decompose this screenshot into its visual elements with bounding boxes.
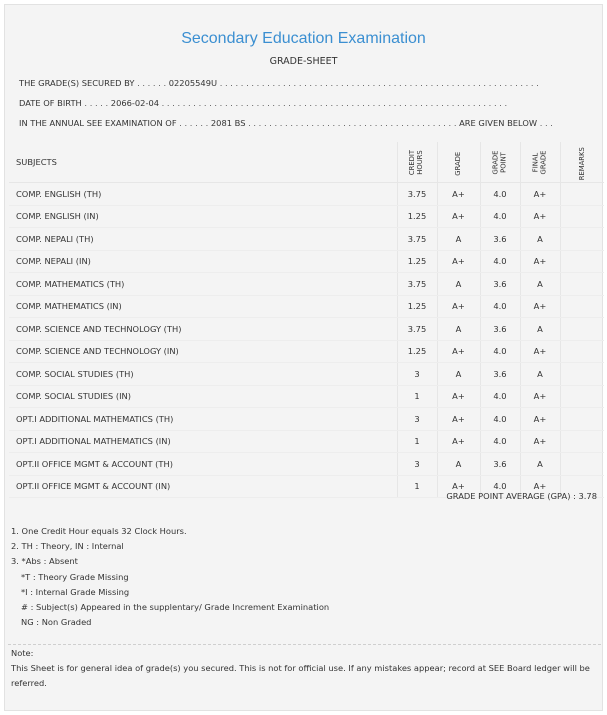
final-grade-cell: A+: [520, 340, 560, 363]
remarks-cell: [560, 228, 604, 251]
given-below-label: ARE GIVEN BELOW: [459, 118, 538, 128]
remarks-cell: [560, 273, 604, 296]
remarks-cell: [560, 205, 604, 228]
grade-point-cell: 4.0: [480, 385, 520, 408]
final-grade-cell: A: [520, 273, 560, 296]
credit-hours-cell: 1: [397, 475, 437, 498]
remarks-cell: [560, 453, 604, 476]
grade-point-cell: 4.0: [480, 475, 520, 498]
page-title: Secondary Education Examination: [181, 30, 426, 47]
remarks-cell: [560, 318, 604, 341]
subject-cell: COMP. SOCIAL STUDIES (IN): [9, 385, 397, 408]
note-item: *I : Internal Grade Missing: [21, 586, 130, 597]
table-row: [9, 385, 604, 408]
grade-cell: A+: [437, 340, 480, 363]
header-final-grade: FINAL GRADE: [520, 142, 560, 183]
remarks-cell: [560, 183, 604, 206]
note-item: 2. TH : Theory, IN : Internal: [11, 541, 124, 552]
divider: [8, 644, 601, 645]
table-row: [9, 453, 604, 476]
final-grade-cell: A+: [520, 475, 560, 498]
subject-cell: COMP. MATHEMATICS (TH): [9, 273, 397, 296]
subject-cell: COMP. SCIENCE AND TECHNOLOGY (IN): [9, 340, 397, 363]
subject-cell: COMP. SOCIAL STUDIES (TH): [9, 363, 397, 386]
remarks-cell: [560, 295, 604, 318]
subject-cell: COMP. NEPALI (TH): [9, 228, 397, 251]
note-item: NG : Non Graded: [21, 617, 92, 628]
credit-hours-cell: 1.25: [397, 250, 437, 273]
symbol-number: 02205549U: [168, 78, 218, 88]
final-grade-cell: A+: [520, 183, 560, 206]
exam-year: 2081 BS: [210, 118, 246, 128]
dob-line: DATE OF BIRTH . . . . . 2066-02-04 . . . . . . . . . . . . . . . . . . . . . . . . . . . . . . . . . . . . . . . . . . . . . . . . . . . . . . . . . . . . . . . . . .: [19, 98, 508, 108]
credit-hours-cell: 3: [397, 363, 437, 386]
note-item: 1. One Credit Hour equals 32 Clock Hours.: [11, 526, 187, 536]
grade-cell: A+: [437, 250, 480, 273]
header-credit-hours: CREDIT HOURS: [397, 142, 437, 183]
table-row: [9, 183, 604, 206]
credit-hours-cell: 3: [397, 408, 437, 431]
grade-point-cell: 3.6: [480, 273, 520, 296]
credit-hours-cell: 3.75: [397, 273, 437, 296]
final-grade-cell: A: [520, 453, 560, 476]
final-grade-cell: A+: [520, 430, 560, 453]
table-row: [9, 273, 604, 296]
grade-point-cell: 3.6: [480, 228, 520, 251]
credit-hours-cell: 3: [397, 453, 437, 476]
grade-point-cell: 4.0: [480, 250, 520, 273]
grade-cell: A+: [437, 408, 480, 431]
subject-cell: OPT.I ADDITIONAL MATHEMATICS (IN): [9, 430, 397, 453]
subject-cell: OPT.II OFFICE MGMT & ACCOUNT (IN): [9, 475, 397, 498]
table-row: [9, 250, 604, 273]
credit-hours-cell: 3.75: [397, 228, 437, 251]
table-header-row: [9, 142, 604, 183]
credit-hours-cell: 3.75: [397, 318, 437, 341]
table-row: [9, 340, 604, 363]
sheet-subtitle: GRADE-SHEET: [269, 56, 338, 67]
dob-label: DATE OF BIRTH: [19, 98, 82, 108]
grade-point-cell: 4.0: [480, 430, 520, 453]
header-grade-point: GRADE POINT: [480, 142, 520, 183]
table-row: [9, 430, 604, 453]
gpa-summary: [446, 491, 597, 501]
secured-by-label: THE GRADE(S) SECURED BY: [19, 78, 135, 88]
subject-cell: OPT.I ADDITIONAL MATHEMATICS (TH): [9, 408, 397, 431]
credit-hours-cell: 1: [397, 430, 437, 453]
final-grade-cell: A+: [520, 295, 560, 318]
credit-hours-cell: 1.25: [397, 295, 437, 318]
exam-line: IN THE ANNUAL SEE EXAMINATION OF . . . . . . 2081 BS . . . . . . . . . . . . . . . . . . . . . . . . . . . . . . . . . . . . . . . . ARE GIVEN BELOW . . .: [19, 118, 553, 128]
credit-hours-cell: 1: [397, 385, 437, 408]
grade-point-cell: 4.0: [480, 183, 520, 206]
footer-note-text: This Sheet is for general idea of grade(s) you secured. This is not for official use. If any mistakes appear; record at SEE Board ledger will be referred.: [11, 663, 590, 688]
final-grade-cell: A+: [520, 408, 560, 431]
subject-cell: COMP. ENGLISH (IN): [9, 205, 397, 228]
note-item: *T : Theory Grade Missing: [21, 571, 129, 582]
footer-note-label: Note:: [11, 648, 34, 658]
credit-hours-cell: 3.75: [397, 183, 437, 206]
final-grade-cell: A: [520, 363, 560, 386]
grade-point-cell: 4.0: [480, 340, 520, 363]
grade-cell: A+: [437, 295, 480, 318]
remarks-cell: [560, 250, 604, 273]
grade-cell: A+: [437, 183, 480, 206]
grade-point-cell: 3.6: [480, 363, 520, 386]
final-grade-cell: A+: [520, 250, 560, 273]
remarks-cell: [560, 340, 604, 363]
grade-cell: A: [437, 453, 480, 476]
dob-value: 2066-02-04: [110, 98, 160, 108]
subject-cell: COMP. NEPALI (IN): [9, 250, 397, 273]
grade-point-cell: 3.6: [480, 318, 520, 341]
table-row: [9, 363, 604, 386]
grade-point-cell: 4.0: [480, 295, 520, 318]
grade-cell: A: [437, 363, 480, 386]
remarks-cell: [560, 430, 604, 453]
note-item: # : Subject(s) Appeared in the supplentary/ Grade Increment Examination: [21, 602, 330, 613]
table-row: [9, 228, 604, 251]
grade-cell: A+: [437, 205, 480, 228]
table-row: [9, 408, 604, 431]
subject-cell: COMP. ENGLISH (TH): [9, 183, 397, 206]
grade-cell: A: [437, 273, 480, 296]
final-grade-cell: A: [520, 228, 560, 251]
subject-cell: OPT.II OFFICE MGMT & ACCOUNT (TH): [9, 453, 397, 476]
credit-hours-cell: 1.25: [397, 340, 437, 363]
secured-by-line: THE GRADE(S) SECURED BY . . . . . . 02205549U . . . . . . . . . . . . . . . . . . . . . . . . . . . . . . . . . . . . . . . . . . . . . . . . . . . . . . . . . . . . .: [19, 78, 539, 88]
grade-cell: A: [437, 318, 480, 341]
final-grade-cell: A: [520, 318, 560, 341]
gpa-label: GRADE POINT AVERAGE (GPA) :: [446, 491, 576, 501]
final-grade-cell: A+: [520, 385, 560, 408]
grade-cell: A+: [437, 430, 480, 453]
remarks-cell: [560, 385, 604, 408]
header-grade: GRADE: [437, 142, 480, 183]
grade-cell: A+: [437, 475, 480, 498]
grade-cell: A: [437, 228, 480, 251]
grade-cell: A+: [437, 385, 480, 408]
table-row: [9, 318, 604, 341]
credit-hours-cell: 1.25: [397, 205, 437, 228]
note-item: 3. *Abs : Absent: [11, 556, 78, 567]
table-row: [9, 295, 604, 318]
gpa-value: 3.78: [578, 491, 597, 501]
legend-notes: [11, 524, 329, 630]
remarks-cell: [560, 363, 604, 386]
grade-point-cell: 3.6: [480, 453, 520, 476]
header-subjects: SUBJECTS: [9, 142, 397, 183]
subject-cell: COMP. MATHEMATICS (IN): [9, 295, 397, 318]
grade-point-cell: 4.0: [480, 205, 520, 228]
exam-label: IN THE ANNUAL SEE EXAMINATION OF: [19, 118, 177, 128]
header-remarks: REMARKS: [560, 142, 604, 183]
table-row: [9, 205, 604, 228]
remarks-cell: [560, 408, 604, 431]
grade-point-cell: 4.0: [480, 408, 520, 431]
final-grade-cell: A+: [520, 205, 560, 228]
subject-cell: COMP. SCIENCE AND TECHNOLOGY (TH): [9, 318, 397, 341]
grades-table: [9, 142, 604, 498]
